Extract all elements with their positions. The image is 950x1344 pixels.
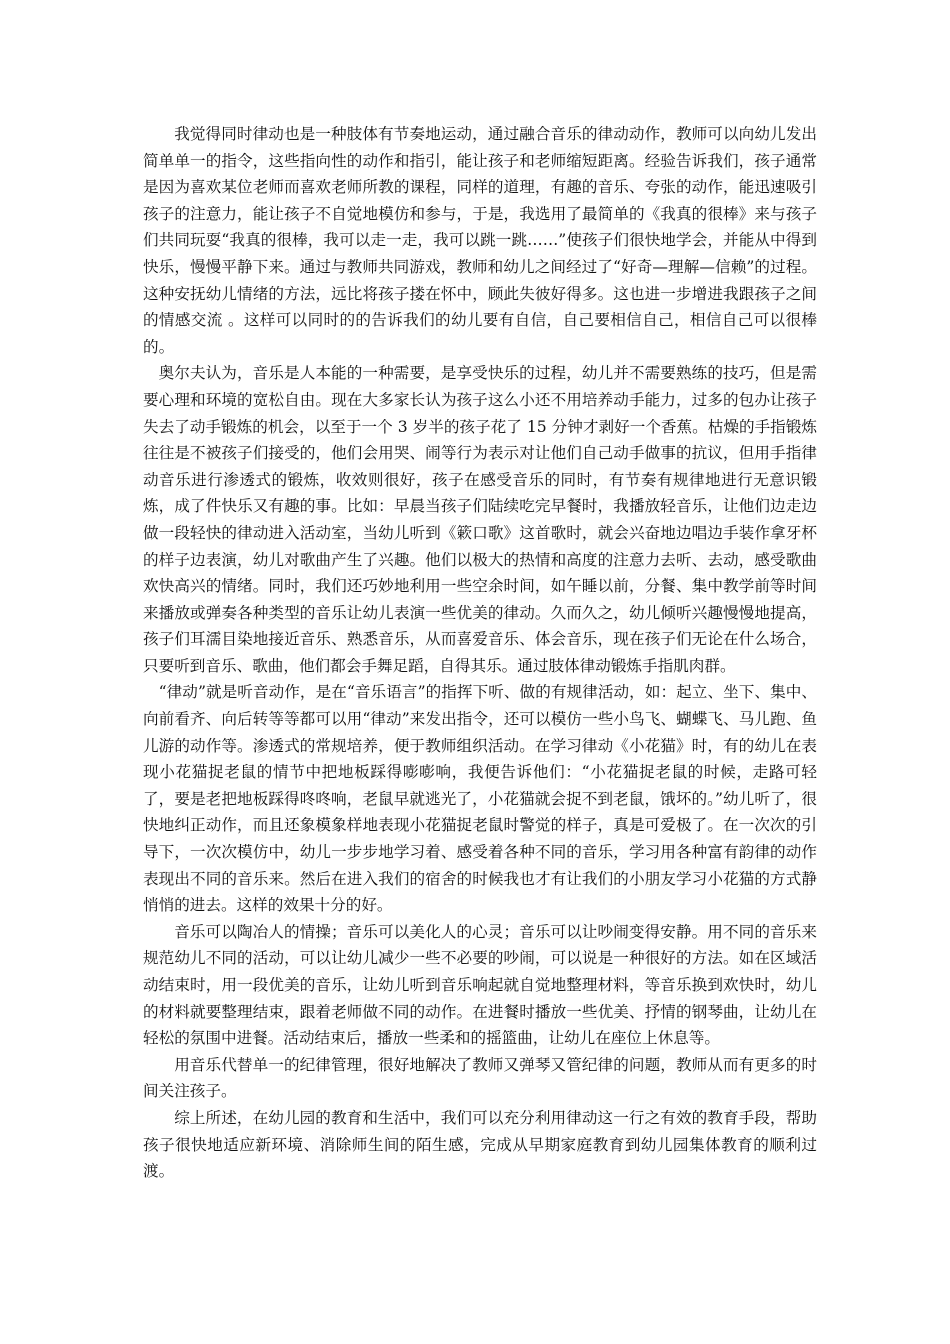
document-body: [143, 121, 817, 1185]
paragraph-rhythm-movement: 我觉得同时律动也是一种肢体有节奏地运动，通过融合音乐的律动动作，教师可以向幼儿发出简单单一的指令，这些指向性的动作和指引，能让孩子和老师缩短距离。经验告诉我们，孩子通常是因为喜欢某位老师而喜欢老师所教的课程，同样的道理，有趣的音乐、夸张的动作，能迅速吸引孩子的注意力，能让孩子不自觉地模仿和参与，于是，我选用了最简单的《我真的很棒》来与孩子们共同玩耍“我真的很棒，我可以走一走，我可以跳一跳……”使孩子们很快地学会，并能从中得到快乐，慢慢平静下来。通过与教师共同游戏，教师和幼儿之间经过了“好奇—理解—信赖”的过程。这种安抚幼儿情绪的方法，远比将孩子搂在怀中，顾此失彼好得多。这也进一步增进我跟孩子之间的情感交流 。这样可以同时的的告诉我们的幼儿要有自信，自己要相信自己，相信自己可以很棒的。: [143, 125, 817, 356]
paragraph-discipline: 用音乐代替单一的纪律管理，很好地解决了教师又弹琴又管纪律的问题，教师从而有更多的时间关注孩子。: [143, 1055, 817, 1101]
paragraph-rhythm-definition: “律动”就是听音动作，是在“音乐语言”的指挥下听、做的有规律活动，如：起立、坐下、集中、向前看齐、向后转等等都可以用“律动”来发出指令，还可以模仿一些小鸟飞、蝴蝶飞、马儿跑、鱼儿游的动作等。渗透式的常规培养，便于教师组织活动。在学习律动《小花猫》时，有的幼儿在表现小花猫捉老鼠的情节中把地板踩得嘭嘭响，我便告诉他们：“小花猫捉老鼠的时候，走路可轻了，要是老把地板踩得咚咚响，老鼠早就逃光了，小花猫就会捉不到老鼠，饿坏的。”幼儿听了，很快地纠正动作，而且还象模象样地表现小花猫捉老鼠时警觉的样子，真是可爱极了。在一次次的引导下，一次次模仿中，幼儿一步步地学习着、感受着各种不同的音乐，学习用各种富有韵律的动作表现出不同的音乐来。然后在进入我们的宿舍的时候我也才有让我们的小朋友学习小花猫的方式静悄悄的进去。这样的效果十分的好。: [143, 683, 817, 915]
paragraph-music-sentiment: 音乐可以陶冶人的情操；音乐可以美化人的心灵；音乐可以让吵闹变得安静。用不同的音乐来规范幼儿不同的活动，可以让幼儿减少一些不必要的吵闹，可以说是一种很好的方法。如在区域活动结束时，用一段优美的音乐，让幼儿听到音乐响起就自觉地整理材料，等音乐换到欢快时，幼儿的材料就要整理结束，跟着老师做不同的动作。在进餐时播放一些优美、抒情的钢琴曲，让幼儿在轻松的氛围中进餐。活动结束后，播放一些柔和的摇篮曲，让幼儿在座位上休息等。: [143, 922, 817, 1048]
paragraph-conclusion: 综上所述，在幼儿园的教育和生活中，我们可以充分利用律动这一行之有效的教育手段，帮助孩子很快地适应新环境、消除师生间的陌生感，完成从早期家庭教育到幼儿园集体教育的顺利过渡。: [143, 1108, 817, 1181]
paragraph-orff: 奥尔夫认为，音乐是人本能的一种需要，是享受快乐的过程，幼儿并不需要熟练的技巧，但是需要心理和环境的宽松自由。现在大多家长认为孩子这么小还不用培养动手能力，过多的包办让孩子失去了动手锻炼的机会，以至于一个 3 岁半的孩子花了 15 分钟才剥好一个香蕉。枯燥的手指锻炼往往是不被孩子们接受的，他们会用哭、闹等行为表示对让他们自己动手做事的抗议，但用手指律动音乐进行渗透式的锻炼，收效则很好，孩子在感受音乐的同时，有节奏有规律地进行无意识锻炼，成了件快乐又有趣的事。比如：早晨当孩子们陆续吃完早餐时，我播放轻音乐，让他们边走边做一段轻快的律动进入活动室，当幼儿听到《簌口歌》这首歌时，就会兴奋地边唱边手装作拿牙杯的样子边表演，幼儿对歌曲产生了兴趣。他们以极大的热情和高度的注意力去听、去动，感受歌曲欢快高兴的情绪。同时，我们还巧妙地利用一些空余时间，如午睡以前，分餐、集中教学前等时间来播放或弹奏各种类型的音乐让幼儿表演一些优美的律动。久而久之，幼儿倾听兴趣慢慢地提高，孩子们耳濡目染地接近音乐、熟悉音乐，从而喜爱音乐、体会音乐，现在孩子们无论在什么场合，只要听到音乐、歌曲，他们都会手舞足蹈，自得其乐。通过肢体律动锻炼手指肌肉群。: [143, 364, 817, 675]
